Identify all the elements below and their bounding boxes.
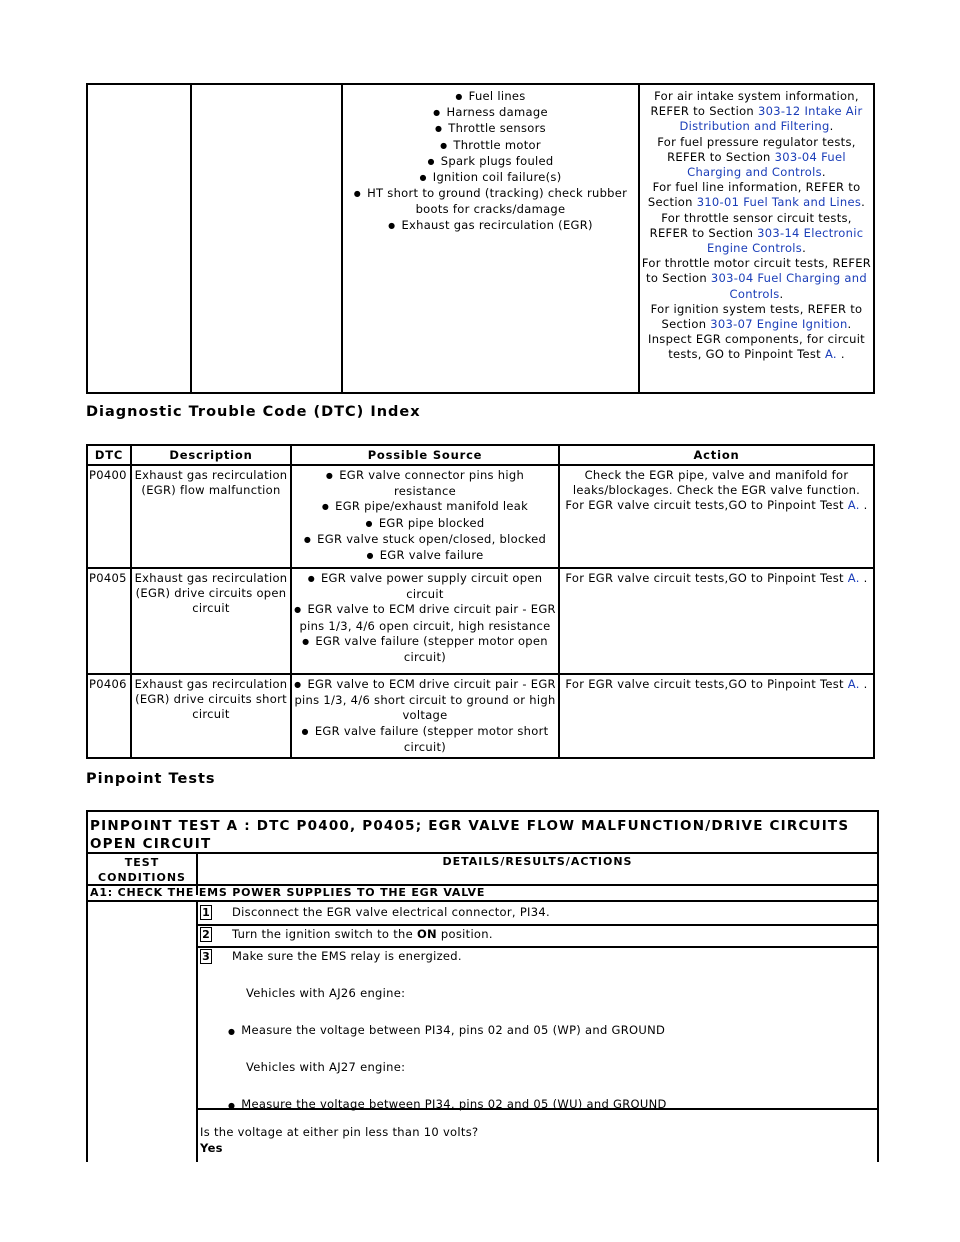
action-text: For throttle motor circuit tests, REFER to Section xyxy=(641,256,872,286)
pinpoint-test-title: PINPOINT TEST A : DTC P0400, P0405; EGR VALVE FLOW MALFUNCTION/DRIVE CIRCUITS OPEN CIRCUIT xyxy=(90,818,850,852)
action-item xyxy=(641,211,872,257)
source-item: ● EGR valve stuck open/closed, blocked xyxy=(294,532,556,548)
source-item: ● EGR valve failure (stepper motor open circuit) xyxy=(294,634,556,665)
dtc-description: Exhaust gas recirculation (EGR) drive circuits open circuit xyxy=(131,568,291,674)
dtc-code: P0405 xyxy=(87,568,131,674)
cause-item: ● Ignition coil failure(s) xyxy=(344,170,637,186)
action-text-end: . xyxy=(802,241,807,256)
cause-item: ● Fuel lines xyxy=(344,89,637,105)
dtc-index-heading: Diagnostic Trouble Code (DTC) Index xyxy=(86,404,421,420)
source-list xyxy=(294,677,556,755)
section-link[interactable]: A. xyxy=(824,347,837,362)
action-text: For fuel pressure regulator tests, REFER to Section xyxy=(657,134,856,164)
dtc-table-body xyxy=(87,465,874,758)
section-link[interactable]: 303-04 Fuel Charging and Controls xyxy=(710,271,867,301)
action-text-end: . xyxy=(847,317,852,332)
symptom-actions-cell xyxy=(639,84,874,393)
source-list xyxy=(294,468,556,564)
section-link[interactable]: 303-14 Electronic Engine Controls xyxy=(706,225,864,256)
source-item: ● EGR pipe/exhaust manifold leak xyxy=(294,499,556,515)
source-item: ● EGR valve power supply circuit open circuit xyxy=(294,571,556,602)
dtc-action xyxy=(559,465,874,568)
col-test-conditions: TEST CONDITIONS xyxy=(88,854,198,895)
col-description: Description xyxy=(131,445,291,465)
bullet-icon: ● xyxy=(228,1027,236,1036)
symptom-table xyxy=(86,83,875,394)
actions-list xyxy=(641,89,872,363)
dtc-code: P0400 xyxy=(87,465,131,568)
question-text: Is the voltage at either pin less than 10 volts? xyxy=(200,1125,479,1139)
divider xyxy=(88,852,877,854)
action-text: Check the EGR pipe, valve and manifold for leaks/blockages. Check the EGR valve function. For EGR valve circuit tests,GO to Pinpoint Test xyxy=(565,468,861,513)
pinpoint-heading: Pinpoint Tests xyxy=(86,771,216,787)
cause-item: ● Exhaust gas recirculation (EGR) xyxy=(344,218,637,234)
source-item: ● EGR valve to ECM drive circuit pair - EGR pins 1/3, 4/6 open circuit, high resistance xyxy=(294,602,556,633)
dtc-index-table xyxy=(86,444,875,759)
dtc-possible-source xyxy=(291,465,559,568)
action-text-end: . xyxy=(779,286,784,301)
step-number: 3 xyxy=(200,949,212,964)
table-row xyxy=(87,568,874,674)
col-possible-source: Possible Source xyxy=(291,445,559,465)
action-text-end: . xyxy=(836,347,845,362)
step-number: 2 xyxy=(200,927,212,942)
action-text-end: . xyxy=(821,165,826,180)
step-number: 1 xyxy=(200,905,212,920)
step-row-1 xyxy=(198,902,877,926)
cause-item: ● Spark plugs fouled xyxy=(344,154,637,170)
section-link[interactable]: 310-01 Fuel Tank and Lines xyxy=(696,195,862,210)
col-details-results-actions: DETAILS/RESULTS/ACTIONS xyxy=(442,855,633,868)
col-dtc: DTC xyxy=(87,445,131,465)
bullet-icon: ● xyxy=(228,1101,236,1110)
step-row-2 xyxy=(198,924,877,948)
section-link[interactable]: 303-07 Engine Ignition xyxy=(710,317,848,332)
action-text: For EGR valve circuit tests,GO to Pinpoint Test xyxy=(565,571,848,585)
action-text-end: . xyxy=(859,498,868,513)
cause-item: ● Throttle motor xyxy=(344,138,637,154)
source-list xyxy=(294,571,556,665)
causes-list xyxy=(344,89,637,234)
source-item: ● EGR valve failure (stepper motor short circuit) xyxy=(294,724,556,755)
action-item xyxy=(641,256,872,302)
action-item xyxy=(641,89,872,135)
action-text: For throttle sensor circuit tests, REFER to Section xyxy=(649,210,852,240)
table-row xyxy=(87,674,874,758)
dtc-description: Exhaust gas recirculation (EGR) drive circuits short circuit xyxy=(131,674,291,758)
aj27-label: Vehicles with AJ27 engine: xyxy=(246,1060,406,1074)
section-link[interactable]: 303-04 Fuel Charging and Controls xyxy=(687,149,846,180)
action-text-end: . xyxy=(859,571,868,585)
source-item: ● EGR valve to ECM drive circuit pair - EGR pins 1/3, 4/6 short circuit to ground or high voltage xyxy=(294,677,556,724)
action-item xyxy=(641,180,872,210)
table-row xyxy=(87,465,874,568)
action-text: For air intake system information, REFER to Section xyxy=(650,89,859,119)
dtc-possible-source xyxy=(291,568,559,674)
dtc-action xyxy=(559,568,874,674)
action-item xyxy=(641,135,872,181)
answer-yes: Yes xyxy=(200,1141,223,1155)
col-action: Action xyxy=(559,445,874,465)
pinpoint-test-table xyxy=(86,810,879,1162)
step-text: Make sure the EMS relay is energized. xyxy=(232,949,462,963)
cause-item: ● Throttle sensors xyxy=(344,121,637,137)
symptom-causes-cell xyxy=(342,84,639,393)
step-text: Disconnect the EGR valve electrical connector, PI34. xyxy=(232,905,550,919)
pinpoint-link[interactable]: A. xyxy=(847,677,860,691)
dtc-action xyxy=(559,674,874,758)
step-a1-title: A1: CHECK THE EMS POWER SUPPLIES TO THE EGR VALVE xyxy=(90,886,486,899)
step-row-3 xyxy=(198,946,877,1110)
action-text: Inspect EGR components, for circuit tests, GO to Pinpoint Test xyxy=(648,332,865,362)
aj26-label: Vehicles with AJ26 engine: xyxy=(246,986,406,1000)
action-text-end: . xyxy=(859,677,868,691)
dtc-description: Exhaust gas recirculation (EGR) flow malfunction xyxy=(131,465,291,568)
cause-item: ● Harness damage xyxy=(344,105,637,121)
pinpoint-link[interactable]: A. xyxy=(847,571,860,585)
action-text: For ignition system tests, REFER to Section xyxy=(650,301,863,332)
section-link[interactable]: 303-12 Intake Air Distribution and Filtering xyxy=(679,104,863,134)
source-item: ● EGR pipe blocked xyxy=(294,516,556,532)
aj26-measure: ● Measure the voltage between PI34, pins 02 and 05 (WP) and GROUND xyxy=(228,1023,666,1037)
symptom-cell-empty-1 xyxy=(87,84,191,393)
action-item xyxy=(641,332,872,362)
action-item xyxy=(641,302,872,332)
pinpoint-link[interactable]: A. xyxy=(847,498,860,513)
step-text: Turn the ignition switch to the ON position. xyxy=(232,927,493,941)
cause-item: ● HT short to ground (tracking) check rubber boots for cracks/damage xyxy=(344,186,637,217)
source-item: ● EGR valve failure xyxy=(294,548,556,564)
action-text: For fuel line information, REFER to Section xyxy=(647,180,861,210)
source-item: ● EGR valve connector pins high resistance xyxy=(294,468,556,499)
dtc-code: P0406 xyxy=(87,674,131,758)
dtc-possible-source xyxy=(291,674,559,758)
symptom-cell-empty-2 xyxy=(191,84,342,393)
action-text: For EGR valve circuit tests,GO to Pinpoint Test xyxy=(565,677,848,691)
aj27-measure: ● Measure the voltage between PI34, pins 02 and 05 (WU) and GROUND xyxy=(228,1097,667,1111)
action-text-end: . xyxy=(861,195,866,210)
action-text-end: . xyxy=(829,119,834,134)
